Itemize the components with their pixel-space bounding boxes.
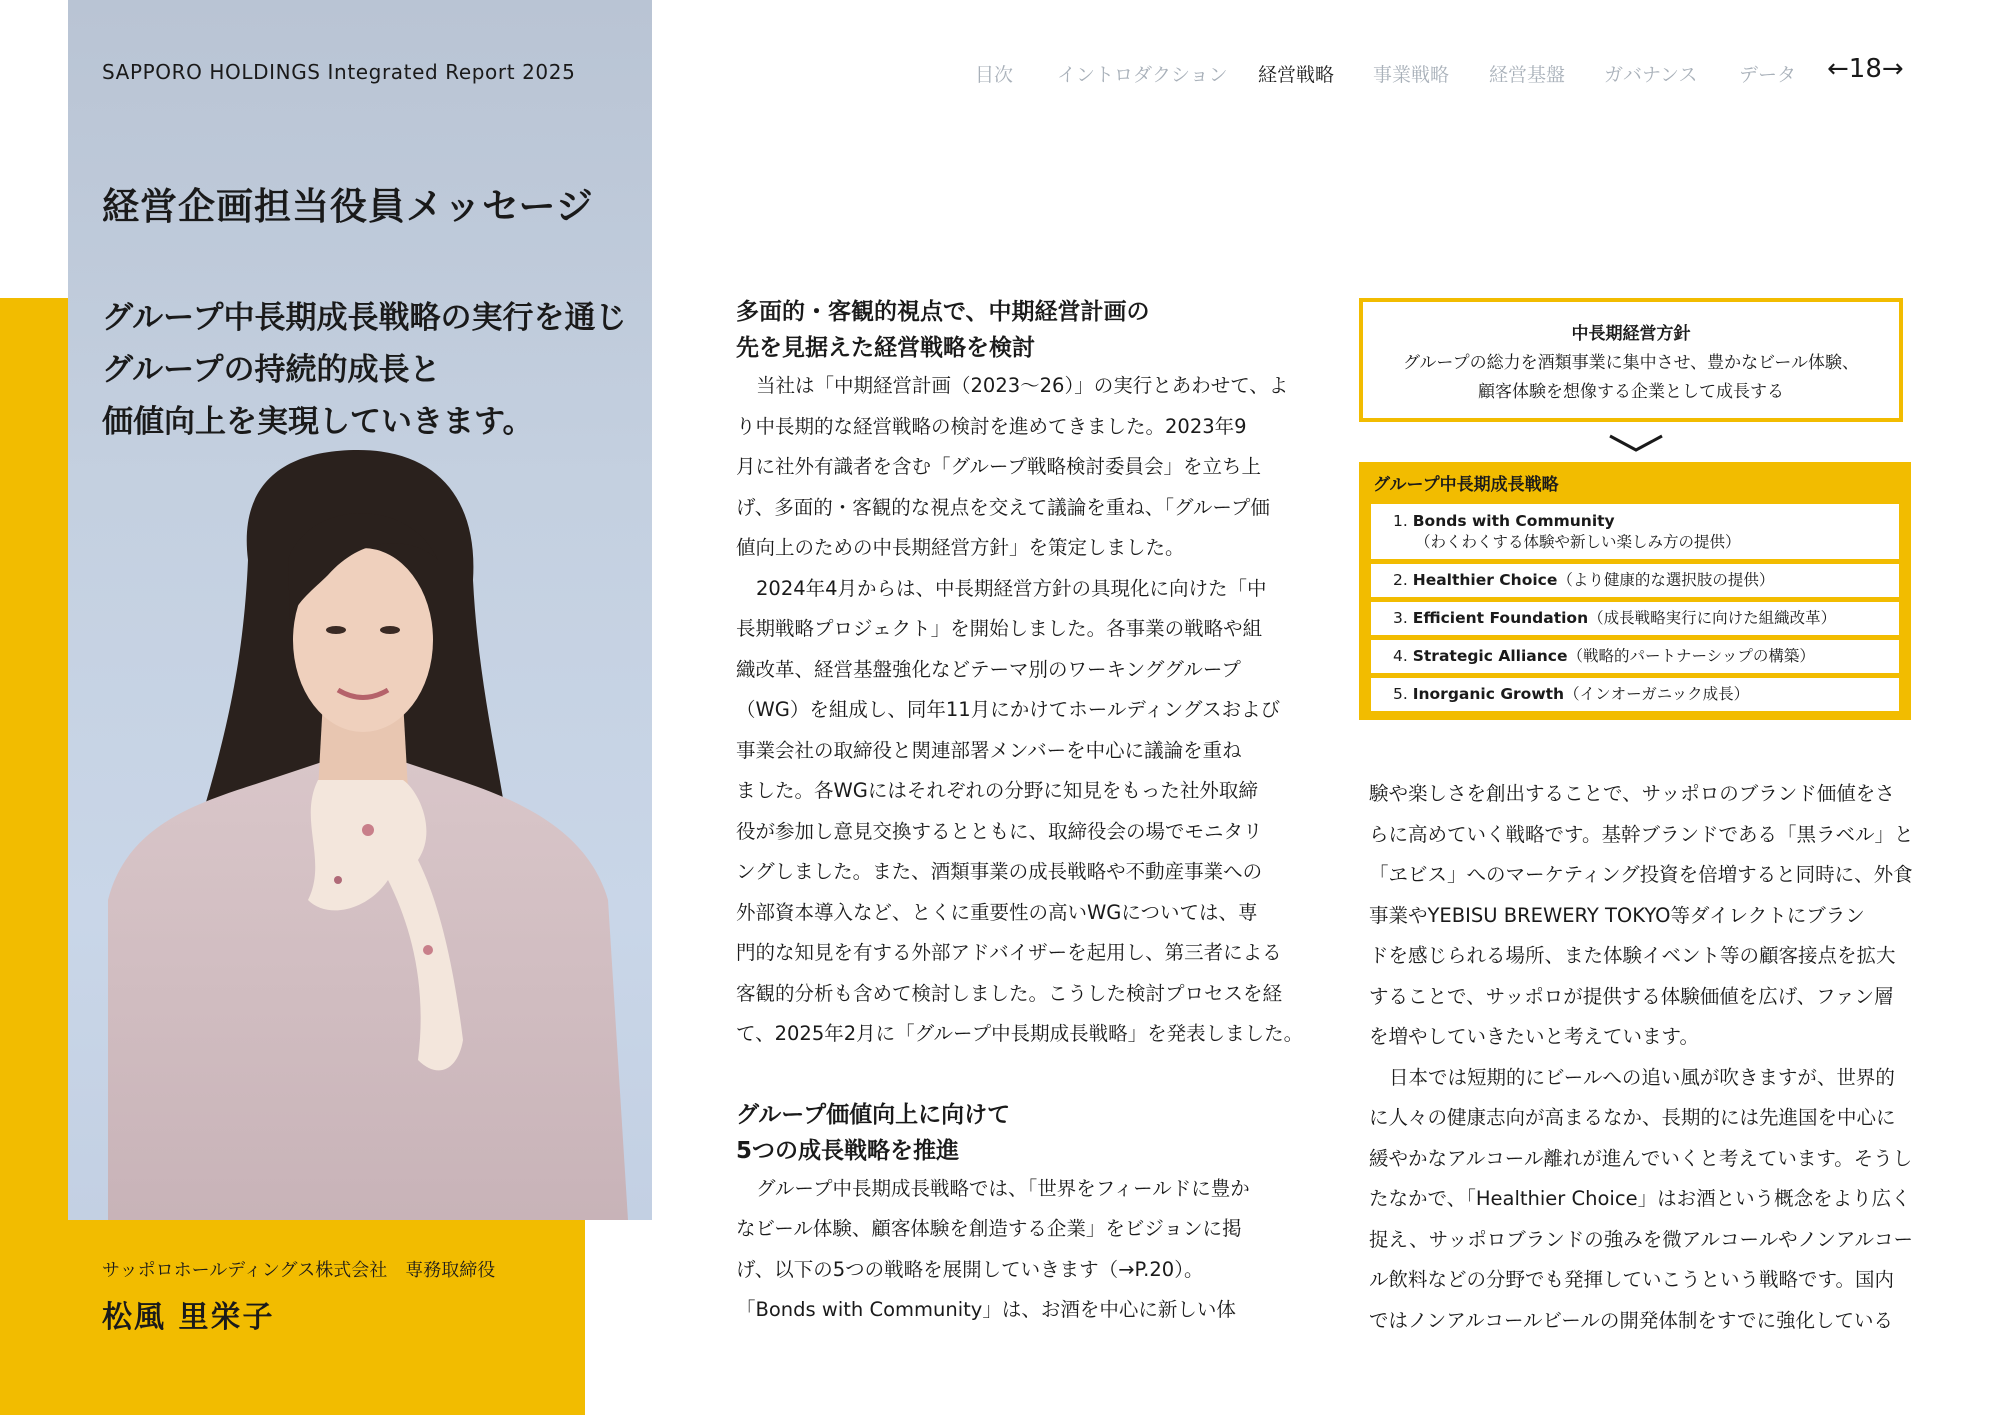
report-title: SAPPORO HOLDINGS Integrated Report 2025 [102, 60, 576, 84]
next-page-arrow-icon[interactable]: → [1881, 54, 1904, 84]
heading-line: 先を見据えた経営戦略を検討 [736, 335, 1035, 361]
text-line: げ、以下の5つの戦略を展開していきます（→P.20）。 [736, 1257, 1204, 1281]
policy-box [1359, 298, 1903, 422]
hero-line: グループ中長期成長戦略の実行を通じ [102, 300, 627, 336]
strategy-number: 4. [1393, 647, 1408, 665]
hero-line: グループの持続的成長と [102, 352, 441, 388]
text-line: 緩やかなアルコール離れが進んでいくと考えています。そうし [1369, 1146, 1913, 1170]
text-line: ではノンアルコールビールの開発体制をすでに強化している [1369, 1308, 1893, 1332]
strategy-name: Healthier Choice [1412, 571, 1558, 589]
top-navigation [975, 60, 1975, 86]
text-line: することで、サッポロが提供する体験価値を広げ、ファン層 [1369, 984, 1894, 1008]
right-column [1369, 774, 1913, 1341]
strategy-description: （より健康的な選択肢の提供） [1557, 571, 1775, 589]
body-paragraph [736, 366, 1303, 1055]
text-line: 織改革、経営基盤強化などテーマ別のワーキンググループ [736, 657, 1241, 681]
strategy-description: （成長戦略実行に向けた組織改革） [1588, 609, 1837, 627]
nav-item-introduction[interactable]: イントロダクション [1057, 64, 1228, 86]
executive-name: 松風 里栄子 [102, 1300, 275, 1335]
heading-line: 5つの成長戦略を推進 [736, 1137, 960, 1164]
middle-column [736, 294, 1303, 1331]
text-line: 外部資本導入など、とくに重要性の高いWGについては、専 [736, 900, 1258, 924]
text-line: らに高めていく戦略です。基幹ブランドである「黒ラベル」と [1369, 822, 1914, 846]
strategy-description: （戦略的パートナーシップの構築） [1567, 647, 1815, 665]
strategy-name: Bonds with Community [1412, 512, 1615, 530]
strategy-item [1371, 678, 1899, 711]
text-line: 月に社外有識者を含む「グループ戦略検討委員会」を立ち上 [736, 455, 1261, 478]
text-line: たなかで、「Healthier Choice」はお酒という概念をより広く [1369, 1187, 1911, 1210]
text-line: 日本では短期的にビールへの追い風が吹きますが、世界的 [1389, 1065, 1895, 1089]
strategy-name: Efficient Foundation [1412, 609, 1589, 627]
strategy-number: 3. [1393, 609, 1408, 627]
body-paragraph [736, 1169, 1303, 1331]
nav-item-management-strategy[interactable]: 経営戦略 [1258, 64, 1335, 86]
text-line: ドを感じられる場所、また体験イベント等の顧客接点を拡大 [1369, 944, 1896, 967]
strategy-item [1371, 564, 1899, 597]
heading-line: 多面的・客観的視点で、中期経営計画の [736, 299, 1150, 325]
strategy-description: （わくわくする体験や新しい楽しみ方の提供） [1415, 533, 1741, 551]
text-line: 事業やYEBISU BREWERY TOKYO等ダイレクトにブラン [1369, 903, 1865, 927]
heading-line: グループ価値向上に向けて [736, 1101, 1011, 1128]
executive-title: サッポロホールディングス株式会社 専務取締役 [102, 1260, 496, 1281]
text-line: 門的な知見を有する外部アドバイザーを起用し、第三者による [736, 941, 1282, 964]
text-line: グループ中長期成長戦略では、「世界をフィールドに豊か [756, 1176, 1250, 1200]
text-line: 役が参加し意見交換するとともに、取締役会の場でモニタリ [736, 819, 1263, 843]
text-line: 「ヱビス」へのマーケティング投資を倍増すると同時に、外食 [1369, 863, 1913, 886]
text-line: なビール体験、顧客体験を創造する企業」をビジョンに掲 [736, 1217, 1242, 1240]
prev-page-arrow-icon[interactable]: ← [1827, 54, 1849, 84]
text-line: を増やしていきたいと考えています。 [1369, 1025, 1699, 1048]
nav-item-management-foundation[interactable]: 経営基盤 [1489, 64, 1566, 86]
text-line: ングしました。また、酒類事業の成長戦略や不動産事業への [736, 860, 1263, 883]
strategy-item [1371, 504, 1899, 559]
executive-caption [102, 1256, 495, 1336]
hero-message [102, 292, 627, 448]
text-line: ル飲料などの分野でも発揮していこうという戦略です。国内 [1369, 1268, 1894, 1291]
body-paragraph [1369, 774, 1913, 1341]
text-line: 値向上のための中長期経営方針」を策定しました。 [736, 536, 1185, 559]
text-line: り中長期的な経営戦略の検討を進めてきました。2023年9 [736, 414, 1247, 438]
policy-line: グループの総力を酒類事業に集中させ、豊かなビール体験、 [1402, 353, 1860, 373]
text-line: 「Bonds with Community」は、お酒を中心に新しい体 [736, 1298, 1236, 1321]
page-heading: 経営企画担当役員メッセージ [102, 185, 594, 228]
hero-line: 価値向上を実現していきます。 [102, 404, 534, 440]
strategy-number: 2. [1393, 571, 1408, 589]
page-number: 18 [1848, 54, 1882, 84]
strategy-number: 5. [1393, 685, 1408, 703]
policy-line: 顧客体験を想像する企業として成長する [1478, 382, 1784, 402]
text-line: 当社は「中期経営計画（2023〜26）」の実行とあわせて、よ [756, 374, 1289, 397]
text-line: 2024年4月からは、中長期経営方針の具現化に向けた「中 [756, 576, 1267, 600]
strategy-item [1371, 640, 1899, 673]
policy-title: 中長期経営方針 [1571, 324, 1691, 344]
text-line: て、2025年2月に「グループ中長期成長戦略」を発表しました。 [736, 1022, 1304, 1045]
strategy-name: Inorganic Growth [1412, 685, 1565, 703]
section-heading [736, 294, 1303, 366]
text-line: 捉え、サッポロブランドの強みを微アルコールやノンアルコー [1369, 1227, 1914, 1251]
strategy-description: （インオーガニック成長） [1564, 685, 1750, 703]
chevron-down-icon [1608, 434, 1664, 454]
strategy-number: 1. [1393, 512, 1408, 530]
nav-item-business-strategy[interactable]: 事業戦略 [1373, 64, 1450, 86]
text-line: げ、多面的・客観的な視点を交えて議論を重ね、「グループ価 [736, 495, 1270, 519]
page-navigator [1827, 54, 1904, 84]
nav-item-governance[interactable]: ガバナンス [1604, 64, 1698, 86]
strategy-panel [1359, 462, 1911, 720]
text-line: 験や楽しさを創出することで、サッポロのブランド価値をさ [1369, 782, 1895, 805]
section-heading [736, 1097, 1303, 1169]
nav-item-data[interactable]: データ [1739, 64, 1797, 86]
text-line: （WG）を組成し、同年11月にかけてホールディングスおよび [736, 698, 1281, 721]
text-line: ました。各WGにはそれぞれの分野に知見をもった社外取締 [736, 779, 1258, 802]
text-line: 事業会社の取締役と関連部署メンバーを中心に議論を重ね [736, 738, 1242, 762]
strategy-title: グループ中長期成長戦略 [1373, 475, 1559, 495]
text-line: に人々の健康志向が高まるなか、長期的には先進国を中心に [1369, 1106, 1896, 1129]
strategy-name: Strategic Alliance [1412, 647, 1568, 665]
text-line: 客観的分析も含めて検討しました。こうした検討プロセスを経 [736, 981, 1283, 1005]
text-line: 長期戦略プロジェクト」を開始しました。各事業の戦略や組 [736, 617, 1263, 640]
strategy-item [1371, 602, 1899, 635]
nav-item-contents[interactable]: 目次 [975, 64, 1014, 86]
